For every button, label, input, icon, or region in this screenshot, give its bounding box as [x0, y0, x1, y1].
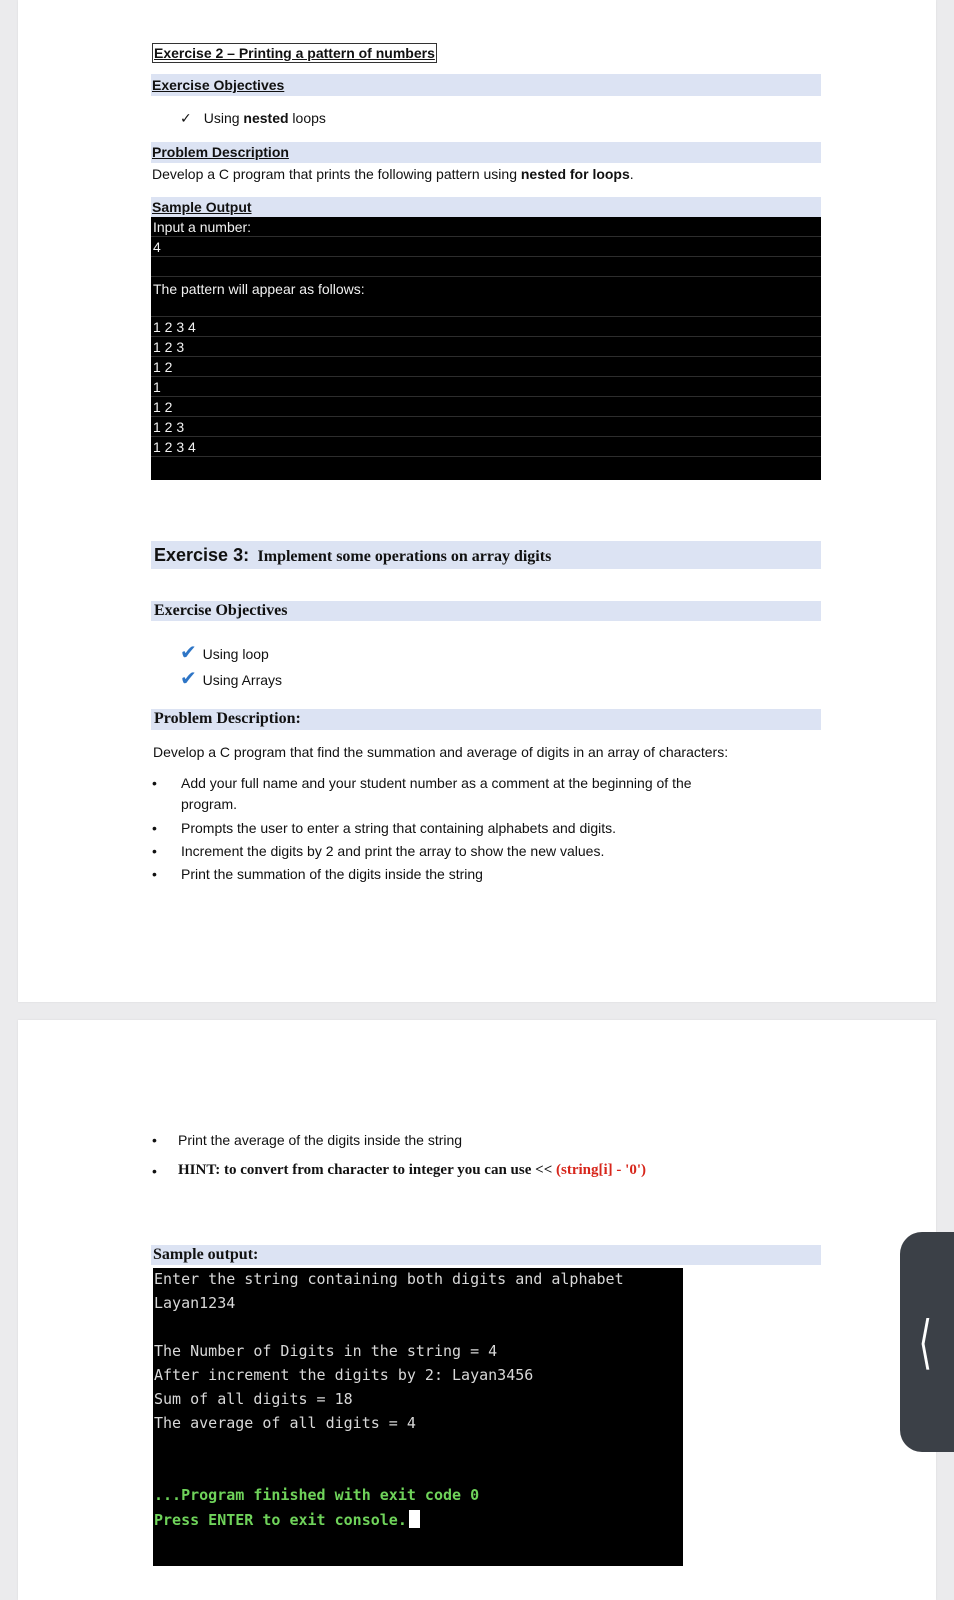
ex2-problem-heading: Problem Description: [152, 144, 289, 160]
ex3-bullet: Add your full name and your student number as a comment at the beginning of the: [181, 775, 692, 791]
console-line: Sum of all digits = 18: [154, 1390, 353, 1408]
ex3-bullet: Prompts the user to enter a string that containing alphabets and digits.: [181, 820, 617, 836]
ex2-sample-console: [151, 217, 821, 480]
ex3-problem-heading: Problem Description:: [154, 710, 301, 727]
console-line: The average of all digits = 4: [154, 1414, 416, 1432]
ex3-bullet: Print the average of the digits inside the string: [178, 1132, 463, 1148]
console-line: After increment the digits by 2: Layan3456: [154, 1366, 534, 1384]
document-page-2: [18, 1020, 936, 1600]
pattern-row: 1 2: [151, 357, 821, 377]
ex3-sample-heading: Sample output:: [153, 1246, 259, 1263]
pattern-row: 1: [151, 377, 821, 397]
console-line: The Number of Digits in the string = 4: [154, 1342, 498, 1360]
console-input: 4: [151, 237, 821, 257]
bullet-dot-icon: •: [152, 1163, 157, 1179]
exercise-3-title: Exercise 3: Implement some operations on array digits: [154, 545, 552, 565]
ex2-objectives-heading: Exercise Objectives: [152, 77, 285, 93]
bullet-dot-icon: •: [152, 820, 157, 836]
ex3-bullet-continuation: program.: [181, 796, 238, 812]
ex3-problem-intro: Develop a C program that find the summation and average of digits in an array of characters:: [153, 744, 729, 760]
pattern-row: 1 2 3 4: [151, 437, 821, 457]
pattern-row: 1 2 3 4: [151, 317, 821, 337]
ex3-objectives-heading: Exercise Objectives: [154, 602, 288, 619]
chevron-left-icon: ⟨: [918, 1308, 933, 1376]
ex2-objective-item: ✓ Using nested loops: [180, 110, 326, 126]
ex2-problem-text: Develop a C program that prints the following pattern using nested for loops.: [152, 166, 634, 182]
ex3-sample-console: [153, 1268, 683, 1566]
checkmark-icon: ✔: [180, 642, 197, 664]
console-line: Layan1234: [154, 1294, 236, 1312]
ex3-bullet: Increment the digits by 2 and print the array to show the new values.: [181, 843, 605, 859]
ex3-bullet: Print the summation of the digits inside the string: [181, 866, 483, 882]
console-caption: The pattern will appear as follows:: [151, 277, 821, 317]
ex2-sample-heading: Sample Output: [152, 199, 252, 215]
bullet-dot-icon: •: [152, 1132, 157, 1148]
side-panel-toggle[interactable]: [900, 1232, 954, 1452]
checkmark-icon: ✔: [180, 668, 197, 690]
ex3-objective-item: ✔ Using Arrays: [180, 668, 283, 690]
ex3-objective-item: ✔ Using loop: [180, 642, 269, 664]
console-exit-line: Press ENTER to exit console.: [154, 1510, 420, 1529]
ex3-hint: HINT: to convert from character to integer you can use << (string[i] - '0'): [178, 1162, 646, 1178]
console-finish-line: ...Program finished with exit code 0: [154, 1486, 480, 1504]
pattern-row: 1 2: [151, 397, 821, 417]
console-line: Enter the string containing both digits and alphabet: [154, 1270, 624, 1288]
bullet-dot-icon: •: [152, 843, 157, 859]
console-prompt: Input a number:: [151, 217, 821, 237]
cursor-block: [409, 1510, 420, 1528]
checkmark-icon: ✓: [180, 110, 192, 126]
bullet-dot-icon: •: [152, 866, 157, 882]
console-blank: [151, 257, 821, 277]
exercise-2-title-text: Exercise 2 – Printing a pattern of numbers: [154, 45, 435, 61]
pattern-row: 1 2 3: [151, 417, 821, 437]
document-page-1: [18, 0, 936, 1002]
bullet-dot-icon: •: [152, 775, 157, 791]
pattern-row: 1 2 3: [151, 337, 821, 357]
exercise-2-title: [152, 43, 437, 63]
